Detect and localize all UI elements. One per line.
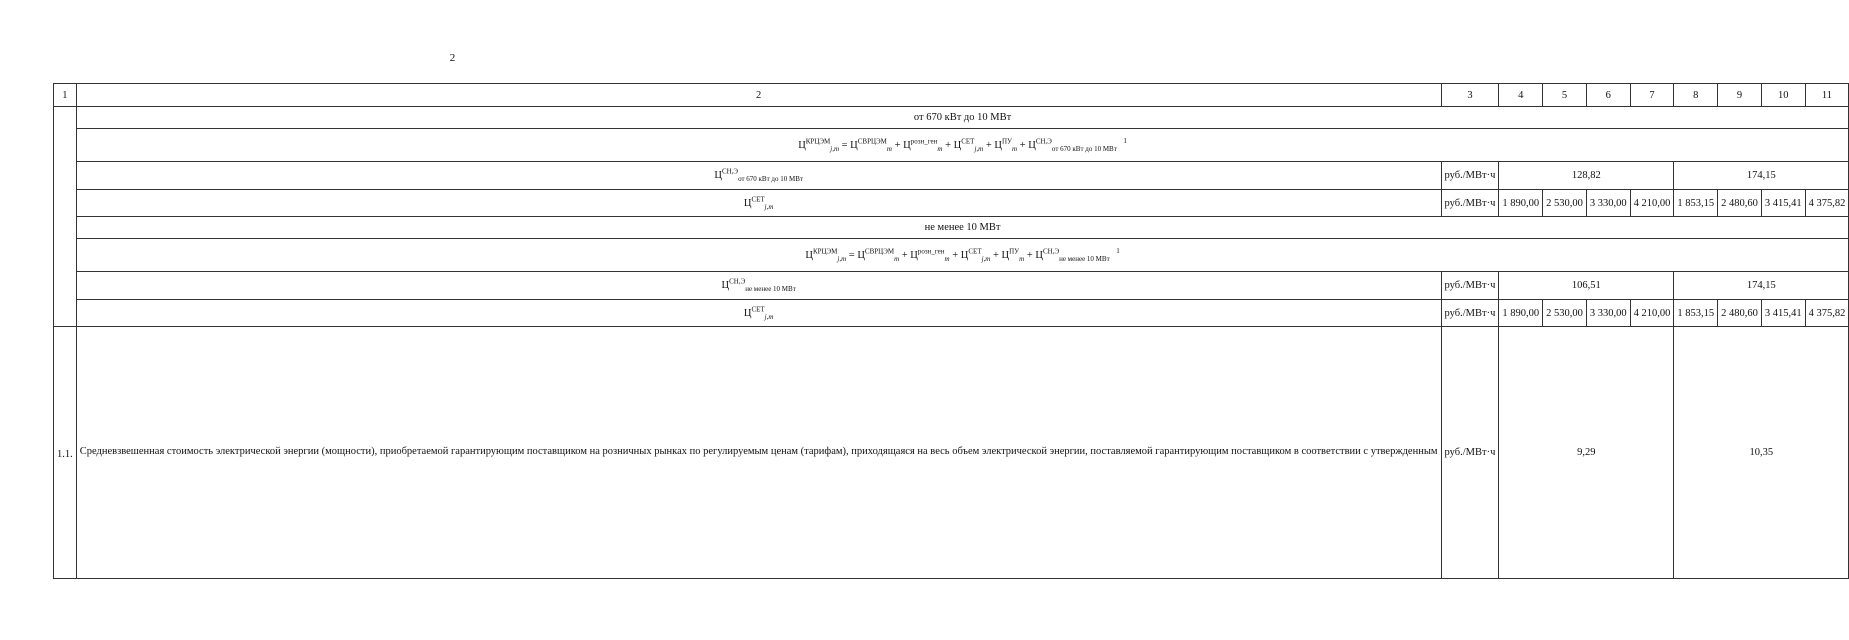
- rate-symbol: $Ц^{СН,Э}_{не менее 10 МВт}$: [76, 272, 1441, 300]
- set-row: [54, 190, 1849, 217]
- col-header: 8: [1674, 84, 1718, 107]
- section-title: не менее 10 МВт: [76, 217, 1849, 239]
- rate-value: 128,82: [1499, 162, 1674, 190]
- formula-cell: [76, 129, 1849, 162]
- formula-row: [54, 239, 1849, 272]
- col-header: 11: [1805, 84, 1849, 107]
- set-value: 1 853,15: [1674, 300, 1718, 327]
- formula-cell: [76, 239, 1849, 272]
- section-title-row: [54, 107, 1849, 129]
- set-value: 3 415,41: [1761, 300, 1805, 327]
- rate-value: 174,15: [1674, 162, 1849, 190]
- row-value: 10,35: [1674, 327, 1849, 579]
- rate-symbol: $Ц^{СН,Э}_{от 670 кВт до 10 МВт}$: [76, 162, 1441, 190]
- col-header: 2: [76, 84, 1441, 107]
- set-value: 4 210,00: [1630, 190, 1674, 217]
- set-value: 4 210,00: [1630, 300, 1674, 327]
- unit-cell: руб./МВт·ч: [1441, 190, 1499, 217]
- set-value: 3 415,41: [1761, 190, 1805, 217]
- set-value: 4 375,82: [1805, 300, 1849, 327]
- footnote-mark: 1: [1116, 247, 1120, 256]
- formula-row: [54, 129, 1849, 162]
- section-title-row: [54, 217, 1849, 239]
- set-value: 4 375,82: [1805, 190, 1849, 217]
- rate-row: [54, 162, 1849, 190]
- set-value: 1 890,00: [1499, 190, 1543, 217]
- unit-cell: руб./МВт·ч: [1441, 162, 1499, 190]
- rate-value: 106,51: [1499, 272, 1674, 300]
- formula: $Ц^{КРЦЭМ}_{j,m} = Ц^{СВРЦЭМ}_m + Ц^{розн\_ген}_m + Ц^{СЕТ}_{j,m} + Ц^{ПУ}_m + Ц^{СН,Э}_{от 670 кВт до 10 МВт}$: [798, 137, 1117, 153]
- col-header: 7: [1630, 84, 1674, 107]
- set-row: [54, 300, 1849, 327]
- rate-row: [54, 272, 1849, 300]
- rate-value: 174,15: [1674, 272, 1849, 300]
- col-header: 9: [1718, 84, 1762, 107]
- set-value: 2 530,00: [1543, 300, 1587, 327]
- col-header: 1: [54, 84, 77, 107]
- col-header: 3: [1441, 84, 1499, 107]
- set-value: 2 480,60: [1718, 190, 1762, 217]
- row-1-1: [54, 327, 1849, 579]
- unit-cell: руб./МВт·ч: [1441, 272, 1499, 300]
- footnote-mark: 1: [1123, 137, 1127, 146]
- row-description: Средневзвешенная стоимость электрической энергии (мощности), приобретаемой гарантирующим поставщиком на розничных рынках по регулируемым ценам (тарифам), приходящаяся на весь объем электрической энергии, поставляемой гарантирующим поставщиком в соответствии с утвержденным: [76, 327, 1441, 579]
- section-title: от 670 кВт до 10 МВт: [76, 107, 1849, 129]
- row-number: 1.1.: [54, 327, 77, 579]
- unit-cell: руб./МВт·ч: [1441, 327, 1499, 579]
- col-header: 10: [1761, 84, 1805, 107]
- set-symbol: $Ц^{СЕТ}_{j,m}$: [76, 190, 1441, 217]
- row-value: 9,29: [1499, 327, 1674, 579]
- page-number: 2: [449, 52, 456, 64]
- set-value: 1 890,00: [1499, 300, 1543, 327]
- set-value: 2 480,60: [1718, 300, 1762, 327]
- set-value: 2 530,00: [1543, 190, 1587, 217]
- set-symbol: $Ц^{СЕТ}_{j,m}$: [76, 300, 1441, 327]
- set-value: 3 330,00: [1586, 190, 1630, 217]
- set-value: 1 853,15: [1674, 190, 1718, 217]
- col-header: 5: [1543, 84, 1587, 107]
- set-value: 3 330,00: [1586, 300, 1630, 327]
- formula: $Ц^{КРЦЭМ}_{j,m} = Ц^{СВРЦЭМ}_m + Ц^{розн\_ген}_m + Ц^{СЕТ}_{j,m} + Ц^{ПУ}_m + Ц^{СН,Э}_{не менее 10 МВт}$: [805, 247, 1110, 263]
- tariff-table: [53, 83, 1849, 579]
- unit-cell: руб./МВт·ч: [1441, 300, 1499, 327]
- col-header: 6: [1586, 84, 1630, 107]
- col-header: 4: [1499, 84, 1543, 107]
- header-row: [54, 84, 1849, 107]
- blank-number-cell: [54, 107, 77, 327]
